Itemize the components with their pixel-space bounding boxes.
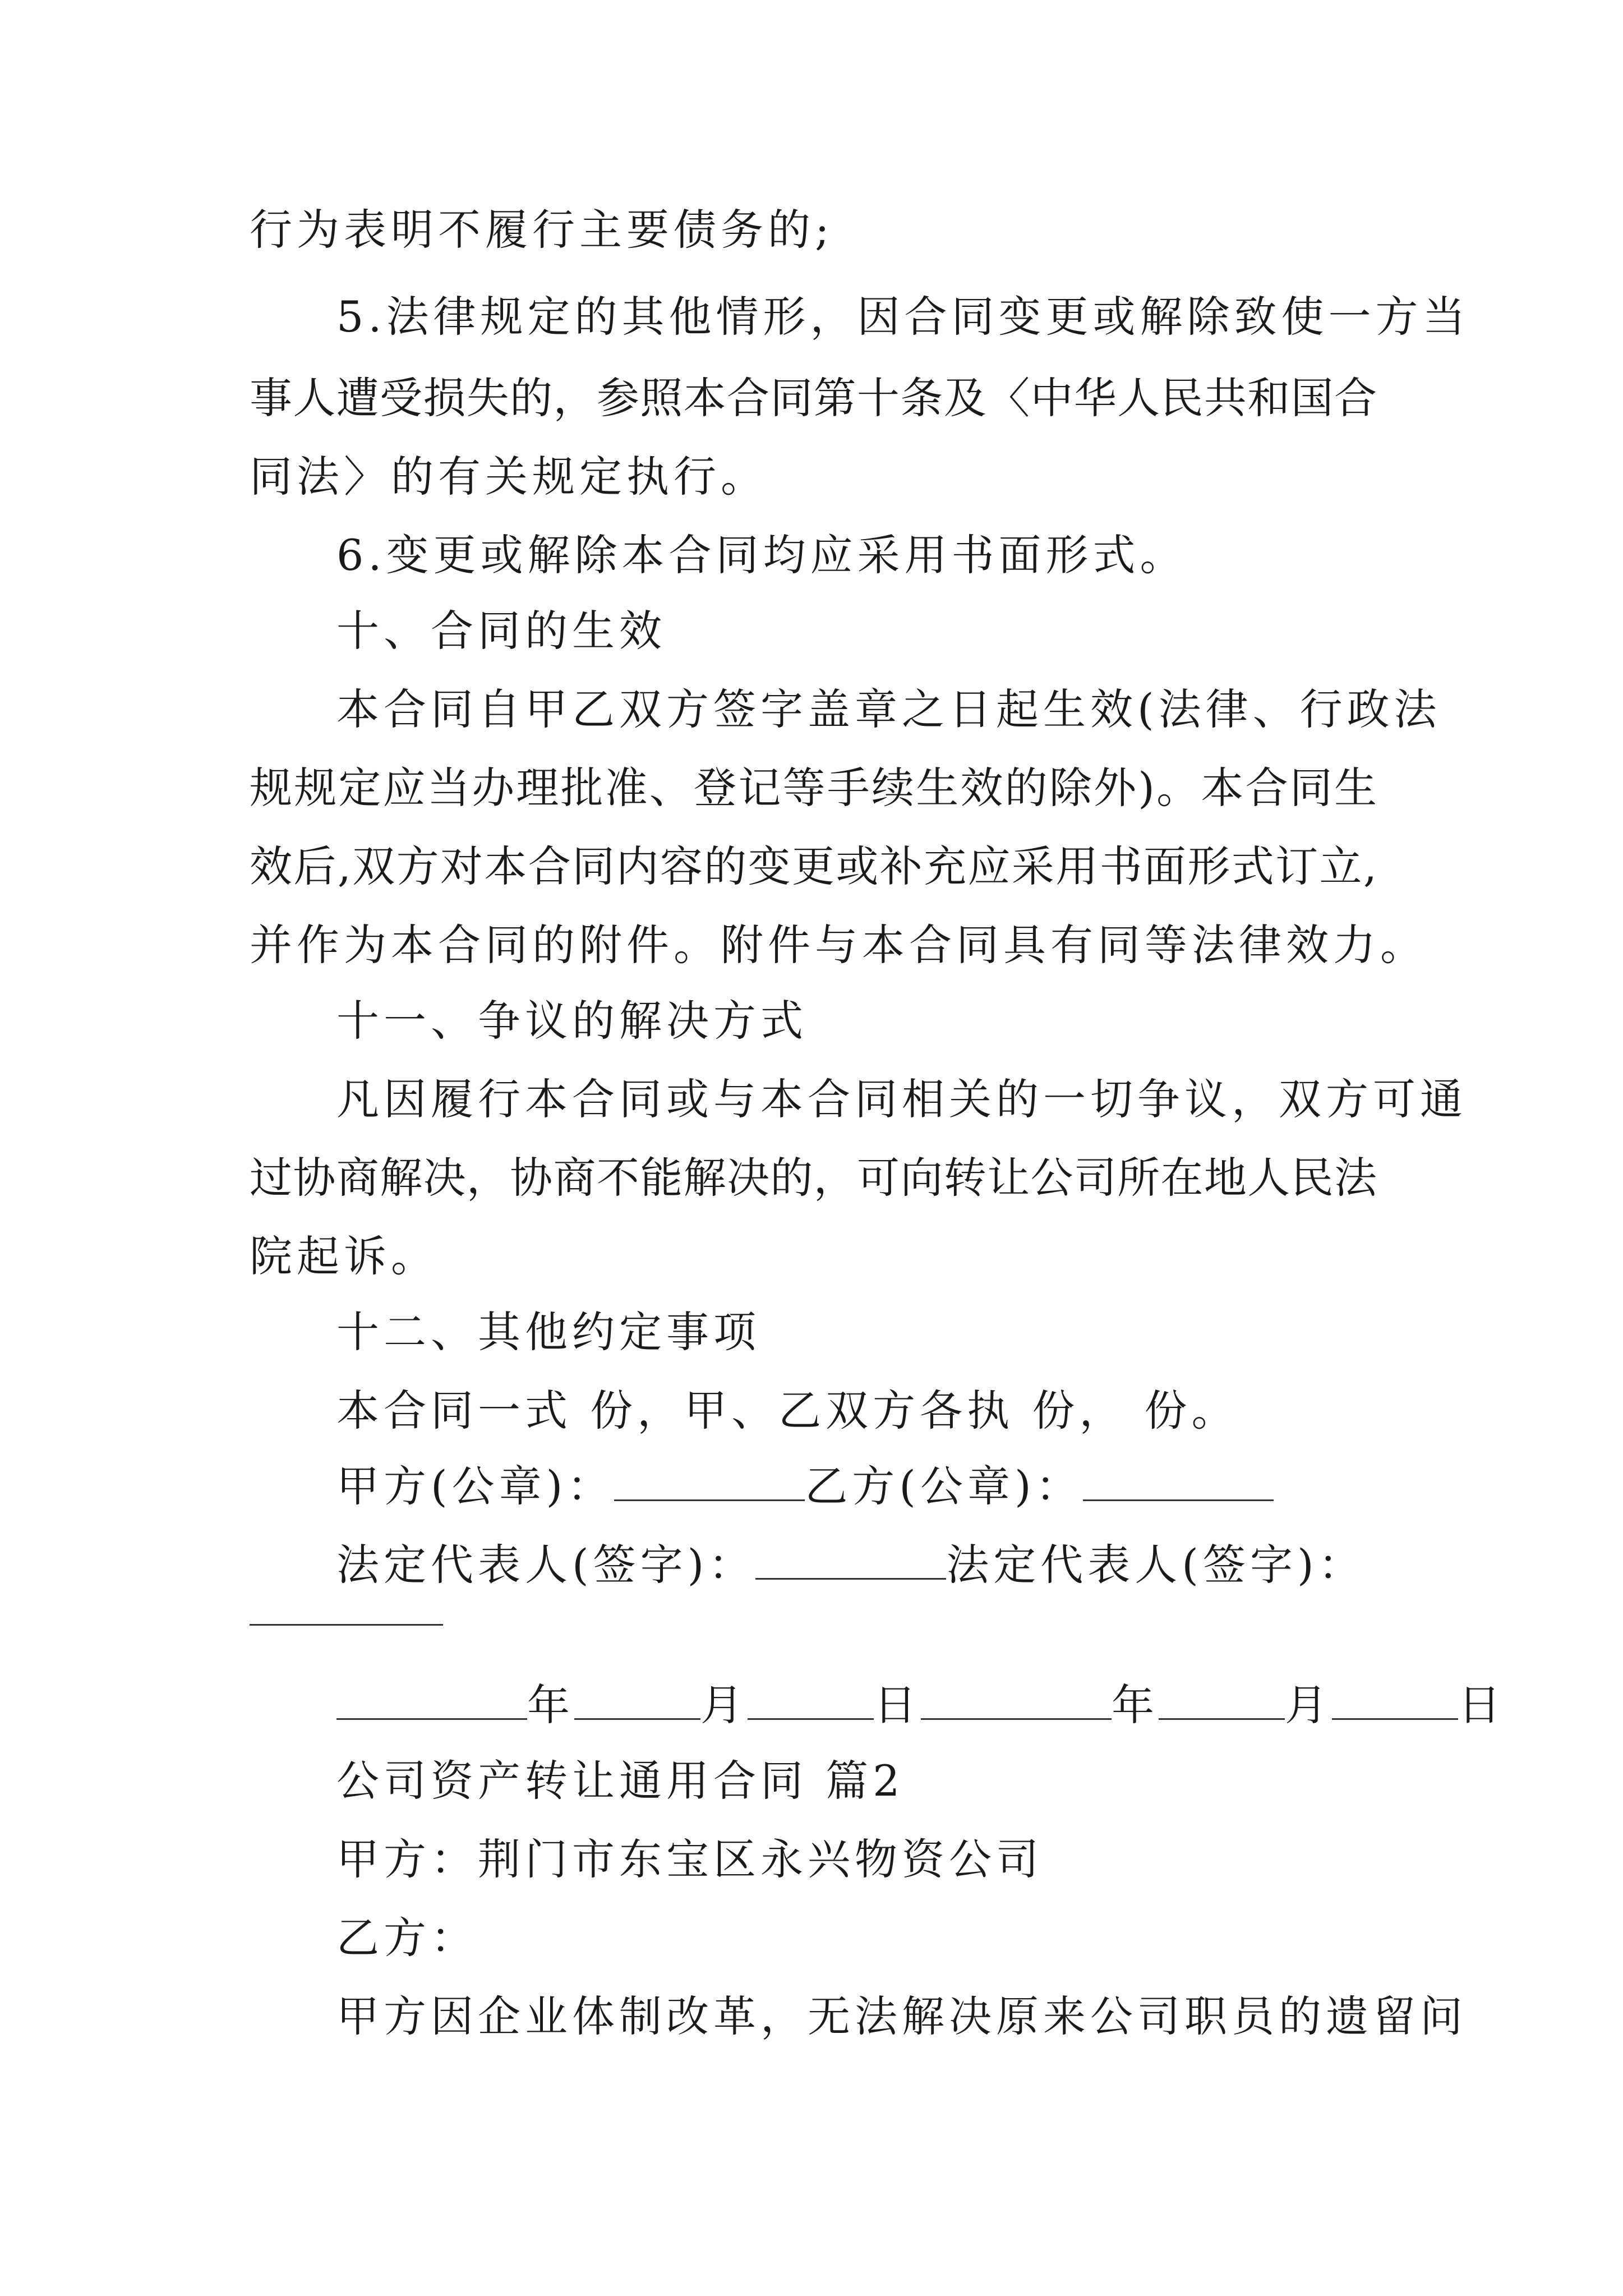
party-b-rep-label: 法定代表人(签字)： [946, 1540, 1366, 1590]
party-b-name: 乙方： [336, 1913, 478, 1963]
text-line-9: 效后,双方对本合同内容的变更或补充应采用书面形式订立, [250, 841, 1377, 891]
party-a-seal-label: 甲方(公章)： [336, 1461, 615, 1511]
day-blank-a [748, 1679, 874, 1720]
text-line-14: 院起诉。 [250, 1231, 438, 1281]
contract-title-part-2: 公司资产转让通用合同 篇2 [336, 1756, 905, 1806]
text-line-16: 本合同一式 份，甲、乙双方各执 份， 份。 [336, 1386, 1239, 1435]
year-blank-a [336, 1679, 527, 1720]
month-label-b: 月 [1285, 1680, 1332, 1730]
month-label-a: 月 [700, 1680, 748, 1730]
section-heading-11: 十一、争议的解决方式 [336, 996, 808, 1046]
text-line-8: 规规定应当办理批准、登记等手续生效的除外)。本合同生 [250, 763, 1377, 813]
day-blank-b [1332, 1679, 1458, 1720]
party-seal-line [336, 1458, 1274, 1515]
party-a-rep-label: 法定代表人(签字)： [336, 1540, 756, 1590]
section-heading-12: 十二、其他约定事项 [336, 1307, 760, 1357]
year-label-a: 年 [527, 1680, 574, 1730]
text-line-1: 行为表明不履行主要债务的; [250, 205, 834, 255]
year-label-b: 年 [1112, 1680, 1159, 1730]
month-blank-a [574, 1679, 700, 1720]
text-line-7: 本合同自甲乙双方签字盖章之日起生效(法律、行政法 [336, 684, 1441, 734]
party-a-seal-blank [614, 1460, 805, 1501]
year-blank-b [921, 1679, 1112, 1720]
party-b-rep-blank [250, 1624, 443, 1626]
month-blank-b [1159, 1679, 1285, 1720]
text-line-3: 事人遭受损失的，参照本合同第十条及〈中华人民共和国合 [250, 373, 1377, 423]
text-line-4: 同法〉的有关规定执行。 [250, 452, 768, 501]
representative-line [336, 1537, 1366, 1593]
date-line [336, 1677, 1505, 1733]
day-label-b: 日 [1458, 1680, 1505, 1730]
party-b-seal-label: 乙方(公章)： [805, 1461, 1083, 1511]
text-line-13: 过协商解决，协商不能解决的，可向转让公司所在地人民法 [250, 1153, 1377, 1203]
text-line-5: 6.变更或解除本合同均应采用书面形式。 [336, 530, 1187, 580]
text-line-23: 甲方因企业体制改革，无法解决原来公司职员的遗留问 [336, 1991, 1467, 2041]
section-heading-10: 十、合同的生效 [336, 606, 666, 656]
text-line-10: 并作为本合同的附件。附件与本合同具有同等法律效力。 [250, 920, 1427, 970]
day-label-a: 日 [874, 1680, 921, 1730]
party-b-seal-blank [1083, 1460, 1274, 1501]
party-a-rep-blank [755, 1539, 946, 1580]
party-a-name: 甲方：荆门市东宝区永兴物资公司 [336, 1834, 1043, 1884]
text-line-12: 凡因履行本合同或与本合同相关的一切争议，双方可通 [336, 1074, 1467, 1124]
text-line-2: 5.法律规定的其他情形，因合同变更或解除致使一方当 [336, 292, 1470, 342]
